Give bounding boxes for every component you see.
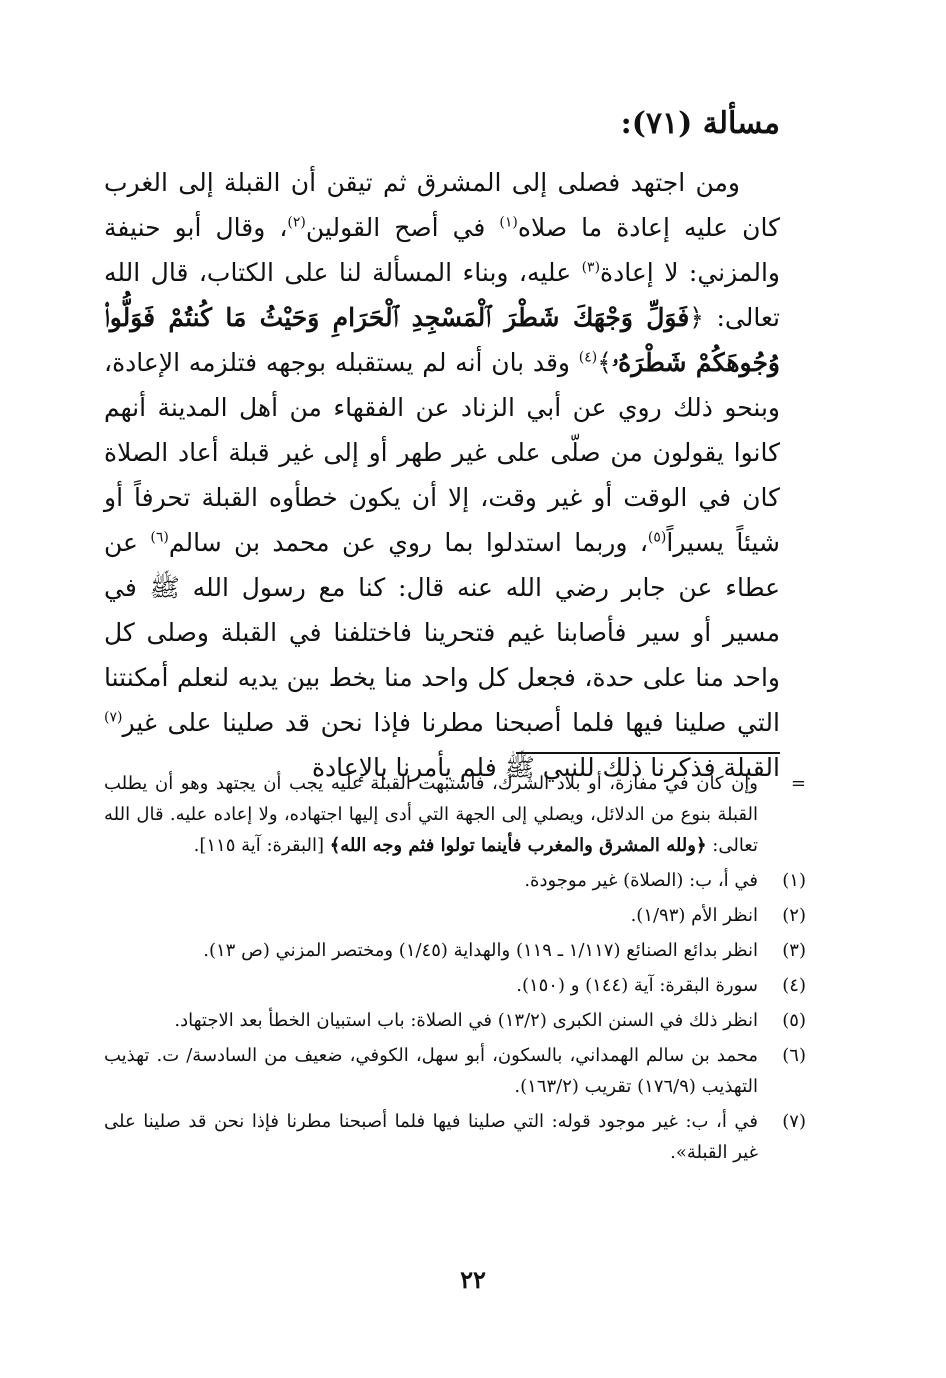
footnote-item — [104, 865, 806, 896]
footnote-text: في أ، ب: (الصلاة) غير موجودة. — [524, 870, 758, 891]
footnote-text: محمد بن سالم الهمداني، بالسكون، أبو سهل، الكوفي، ضعيف من السادسة/ ت. تهذيب التهذيب (١٧٦/٩) تقريب (١٦٣/٢). — [104, 1045, 758, 1097]
footnote-number: (١) — [782, 870, 806, 891]
section-heading: مسألة (٧١): — [620, 106, 780, 141]
continuation-marker: = — [790, 773, 806, 794]
text-run: وقد بان أنه لم يستقبله بوجهه فتلزمه الإعادة، وبنحو ذلك روي عن أبي الزناد عن الفقهاء من أهل المدينة أنهم كانوا يقولون من صلّى على غير طهر أو إلى غير قبلة أعاد الصلاة كان في الوقت أو غير وقت، إلا أن يكون خطأوه القبلة تحرفاً أو شيئاً يسيراً — [104, 348, 780, 557]
footnote-text: انظر بدائع الصنائع (١/١١٧ ـ ١١٩) والهداية (١/٤٥) ومختصر المزني (ص ١٣). — [203, 940, 758, 961]
text-run: وإن كان في مفازة، أو بلاد الشرك، فاشتبهت القبلة عليه يجب أن يجتهد وهو أن يطلب القبلة بنوع من الدلائل، ويصلي إلى الجهة التي أدى إليها اجتهاده، ولا إعاده عليه. قال الله تعالى: — [104, 773, 758, 856]
text-run: [البقرة: آية ١١٥]. — [193, 835, 330, 856]
footnote-text: انظر ذلك في السنن الكبرى (١٣/٢) في الصلاة: باب استبيان الخطأ بعد الاجتهاد. — [174, 1010, 758, 1031]
text-run: القبلة فذكرنا ذلك للنبي ﷺ فلم يأمرنا بالإعادة — [311, 753, 780, 782]
footnote-number: (٥) — [782, 1010, 806, 1031]
footnote-ref-7[interactable]: (٧) — [104, 709, 123, 726]
page-number: ٢٢ — [460, 1265, 486, 1294]
text-run: ومن اجتهد فصلى إلى المشرق ثم تيقن أن القبلة إلى الغرب كان عليه إعادة ما صلاه — [104, 168, 780, 242]
main-text — [104, 160, 780, 790]
footnote-text: انظر الأم (١/٩٣). — [630, 905, 758, 926]
footnote-ref-4[interactable]: (٤) — [578, 349, 598, 366]
footnote-item — [104, 900, 806, 931]
footnote-number: (٤) — [782, 975, 806, 996]
footnote-item — [104, 935, 806, 966]
text-run: ، وقال أبو حنيفة والمزني: لا إعادة — [104, 213, 781, 287]
footnote-ref-3[interactable]: (٣) — [581, 259, 601, 276]
footnote-number: (٧) — [782, 1111, 806, 1132]
verse-open-bracket: ﴿ — [689, 303, 704, 332]
text-run: في أصح القولين — [305, 213, 500, 242]
footnote-number: (٣) — [782, 940, 806, 961]
footnote-verse: ﴿ولله المشرق والمغرب فأينما تولوا فثم وجه الله﴾ — [329, 835, 707, 856]
text-run: عن عطاء عن جابر رضي الله عنه قال: كنا مع رسول الله ﷺ في مسير أو سير فأصابنا غيم فتحرينا فاختلفنا في القبلة وصلى كل واحد منا على حدة، فجعل كل واحد منا يخط بين يديه لنعلم أمكنتنا التي صلينا فيها فلما أصبحنا مطرنا فإذا نحن قد صلينا على غير — [104, 528, 780, 737]
footnote-text: في أ، ب: غير موجود قوله: التي صلينا فيها فلما أصبحنا مطرنا فإذا نحن قد صلينا على غير القبلة». — [104, 1111, 758, 1163]
footnote-ref-6[interactable]: (٦) — [150, 529, 169, 546]
footnote-item — [104, 970, 806, 1001]
footnote-item — [104, 1106, 806, 1168]
footnote-divider — [516, 752, 780, 754]
main-paragraph — [104, 160, 780, 790]
footnote-continuation — [104, 768, 806, 861]
footnote-text: سورة البقرة: آية (١٤٤) و (١٥٠). — [516, 975, 758, 996]
footnote-item — [104, 1005, 806, 1036]
footnote-ref-2[interactable]: (٢) — [287, 214, 306, 231]
verse-text: فَوَلِّ وَجْهَكَ شَطْرَ ٱلْمَسْجِدِ ٱلْحَرَامِ وَحَيْثُ مَا كُنتُمْ فَوَلُّوا۟ وُجُوهَكُمْ شَطْرَهُۥ — [104, 303, 781, 377]
footnote-number: (٢) — [782, 905, 806, 926]
text-run: ، وربما استدلوا بما روي عن محمد بن سالم — [168, 528, 648, 557]
footnote-ref-5[interactable]: (٥) — [647, 529, 667, 546]
footnotes — [104, 768, 806, 1172]
verse-close-bracket: ﴾ — [597, 348, 612, 377]
footnote-number: (٦) — [782, 1045, 806, 1066]
footnote-item — [104, 1040, 806, 1102]
footnote-text — [104, 768, 758, 861]
footnote-ref-1[interactable]: (١) — [499, 214, 518, 231]
text-run: عليه، وبناء المسألة لنا على الكتاب، قال الله تعالى: — [104, 258, 780, 332]
